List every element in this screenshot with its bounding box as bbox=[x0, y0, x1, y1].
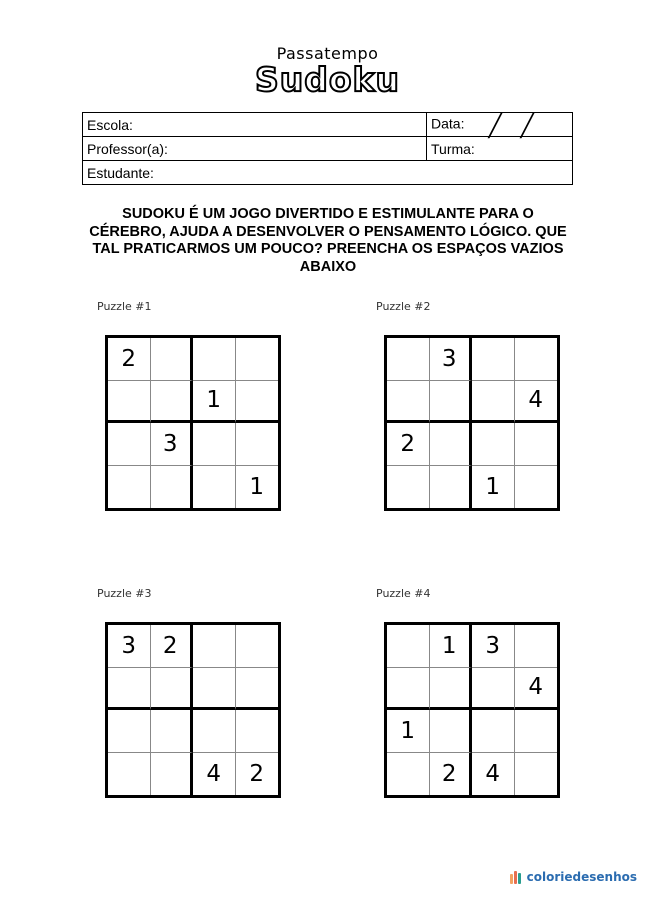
sudoku-cell: 3 bbox=[108, 625, 151, 668]
sudoku-cell[interactable] bbox=[108, 668, 151, 711]
student-info-form bbox=[82, 112, 573, 185]
sudoku-cell[interactable] bbox=[108, 710, 151, 753]
sudoku-cell: 1 bbox=[193, 381, 236, 424]
sudoku-cell[interactable] bbox=[236, 338, 279, 381]
sudoku-cell[interactable] bbox=[236, 668, 279, 711]
crayons-icon bbox=[510, 870, 524, 884]
puzzle-1-grid bbox=[105, 335, 281, 511]
sudoku-cell: 1 bbox=[249, 473, 265, 500]
sudoku-cell[interactable] bbox=[472, 668, 515, 711]
sudoku-cell: 4 bbox=[472, 753, 515, 796]
sudoku-cell[interactable] bbox=[387, 381, 430, 424]
sudoku-cell[interactable] bbox=[515, 338, 558, 381]
sudoku-cell: 2 bbox=[151, 625, 194, 668]
puzzle-3-grid bbox=[105, 622, 281, 798]
sudoku-cell: 3 bbox=[430, 338, 473, 381]
sudoku-cell[interactable] bbox=[387, 753, 430, 796]
sudoku-cell[interactable] bbox=[472, 381, 515, 424]
sudoku-cell: 4 bbox=[515, 668, 558, 711]
sudoku-cell[interactable] bbox=[151, 668, 194, 711]
date-slashes: ╱ ╱ bbox=[488, 112, 534, 138]
sudoku-cell[interactable] bbox=[430, 423, 473, 466]
sudoku-cell: 4 bbox=[515, 381, 558, 424]
sudoku-cell[interactable] bbox=[472, 710, 515, 753]
teacher-label: Professor(a): bbox=[87, 140, 168, 157]
sudoku-cell[interactable] bbox=[193, 710, 236, 753]
puzzle-2-label: Puzzle #2 bbox=[376, 300, 431, 313]
sudoku-cell[interactable] bbox=[515, 423, 558, 466]
sudoku-cell[interactable] bbox=[430, 668, 473, 711]
sudoku-cell[interactable] bbox=[387, 466, 430, 509]
puzzle-2-grid bbox=[384, 335, 560, 511]
sudoku-cell[interactable] bbox=[193, 338, 236, 381]
sudoku-cell[interactable] bbox=[236, 423, 279, 466]
date-label: Data: bbox=[431, 115, 465, 132]
sudoku-cell[interactable] bbox=[430, 710, 473, 753]
header-title: Sudoku bbox=[255, 60, 400, 99]
sudoku-cell[interactable] bbox=[472, 338, 515, 381]
sudoku-cell: 3 bbox=[472, 625, 515, 668]
sudoku-cell: 2 bbox=[387, 423, 430, 466]
puzzle-3-label: Puzzle #3 bbox=[97, 587, 152, 600]
sudoku-cell[interactable] bbox=[193, 466, 236, 509]
sudoku-cell: 1 bbox=[387, 710, 430, 753]
student-label: Estudante: bbox=[87, 164, 154, 181]
sudoku-cell[interactable] bbox=[151, 466, 194, 509]
sudoku-cell[interactable] bbox=[108, 423, 151, 466]
sudoku-cell[interactable] bbox=[108, 753, 151, 796]
sudoku-cell: 4 bbox=[193, 753, 236, 796]
header-subtitle: Passatempo bbox=[276, 44, 379, 63]
logo-text: coloriedesenhos bbox=[526, 870, 637, 884]
puzzle-1-label: Puzzle #1 bbox=[97, 300, 152, 313]
sudoku-cell: 2 bbox=[430, 753, 473, 796]
sudoku-cell[interactable] bbox=[387, 338, 430, 381]
sudoku-cell[interactable] bbox=[108, 466, 151, 509]
sudoku-cell[interactable] bbox=[515, 710, 558, 753]
sudoku-cell[interactable] bbox=[193, 668, 236, 711]
sudoku-cell: 1 bbox=[430, 625, 473, 668]
student-field[interactable] bbox=[83, 161, 573, 185]
sudoku-cell[interactable] bbox=[236, 381, 279, 424]
sudoku-cell[interactable] bbox=[151, 381, 194, 424]
class-label: Turma: bbox=[431, 140, 475, 157]
class-field[interactable] bbox=[427, 137, 573, 161]
sudoku-cell[interactable] bbox=[151, 710, 194, 753]
sudoku-cell[interactable] bbox=[236, 710, 279, 753]
sudoku-cell[interactable] bbox=[515, 753, 558, 796]
puzzle-4-label: Puzzle #4 bbox=[376, 587, 431, 600]
teacher-field[interactable] bbox=[83, 137, 427, 161]
sudoku-cell[interactable] bbox=[515, 625, 558, 668]
sudoku-cell[interactable] bbox=[151, 338, 194, 381]
sudoku-cell: 2 bbox=[249, 760, 265, 787]
site-logo bbox=[510, 870, 637, 884]
sudoku-cell[interactable] bbox=[151, 753, 194, 796]
sudoku-cell[interactable] bbox=[387, 668, 430, 711]
sudoku-cell[interactable] bbox=[193, 423, 236, 466]
sudoku-cell[interactable] bbox=[193, 625, 236, 668]
sudoku-cell[interactable] bbox=[236, 625, 279, 668]
sudoku-cell[interactable] bbox=[387, 625, 430, 668]
puzzle-4-grid bbox=[384, 622, 560, 798]
sudoku-cell[interactable] bbox=[430, 381, 473, 424]
sudoku-cell[interactable] bbox=[108, 381, 151, 424]
sudoku-cell: 2 bbox=[108, 338, 151, 381]
school-field[interactable] bbox=[83, 113, 427, 137]
sudoku-cell[interactable] bbox=[430, 466, 473, 509]
sudoku-cell: 1 bbox=[472, 466, 515, 509]
school-label: Escola: bbox=[87, 116, 133, 133]
sudoku-cell: 3 bbox=[151, 423, 194, 466]
sudoku-cell[interactable] bbox=[515, 466, 558, 509]
date-field[interactable] bbox=[427, 113, 573, 137]
sudoku-cell[interactable] bbox=[472, 423, 515, 466]
instructions-text: SUDOKU É UM JOGO DIVERTIDO E ESTIMULANTE PARA O CÉREBRO, AJUDA A DESENVOLVER O PENSAMENTO LÓGICO. QUE TAL PRATICARMOS UM POUCO? PREENCHA OS ESPAÇOS VAZIOS ABAIXO bbox=[89, 206, 567, 275]
